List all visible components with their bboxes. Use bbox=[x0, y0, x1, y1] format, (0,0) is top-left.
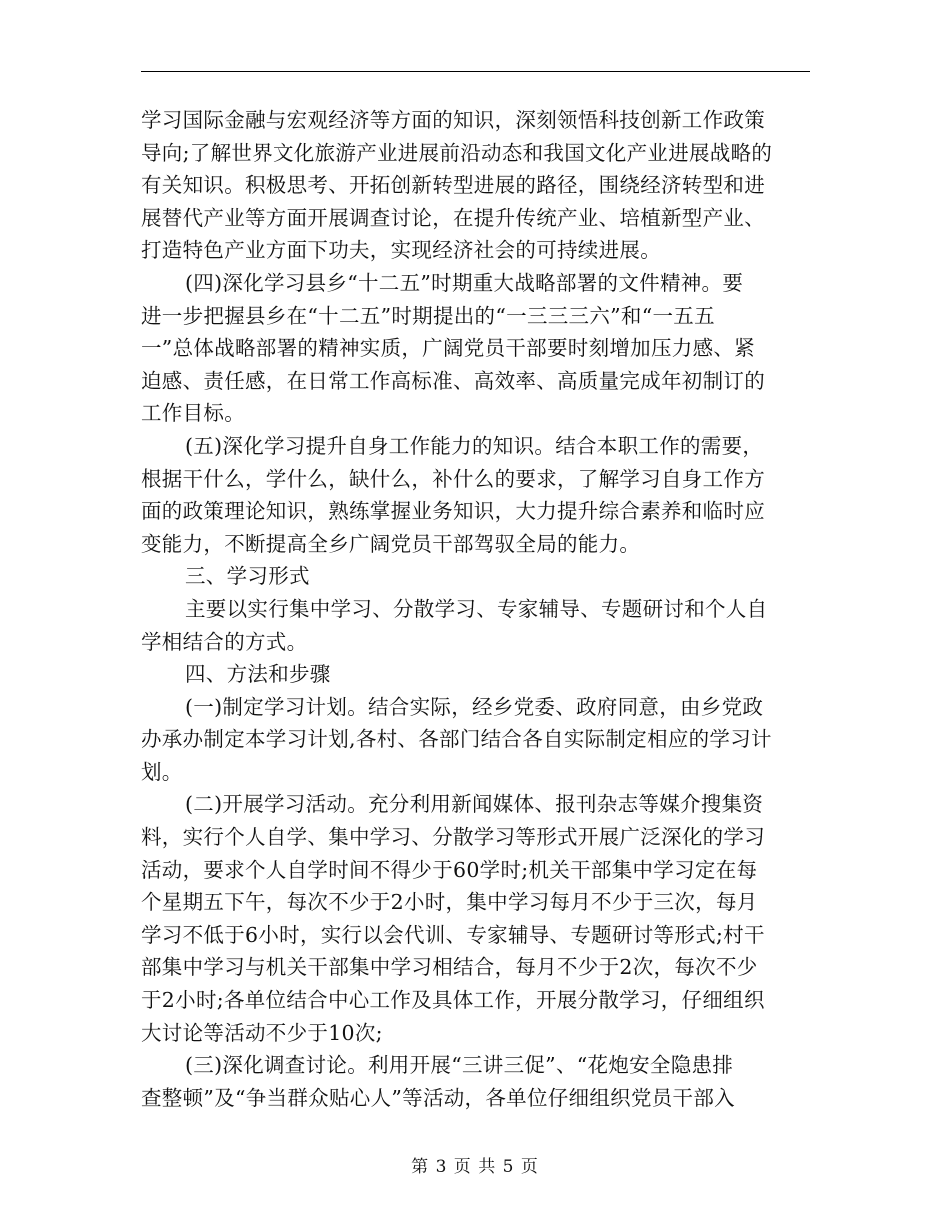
text-line: 办承办制定本学习计划,各村、各部门结合各自实际制定相应的学习计 bbox=[141, 727, 772, 752]
text-line: 根据干什么，学什么，缺什么，补什么的要求，了解学习自身工作方 bbox=[141, 466, 765, 491]
text-line: 查整顿”及“争当群众贴心人”等活动，各单位仔细组织党员干部入 bbox=[141, 1085, 735, 1110]
text-line: 主要以实行集中学习、分散学习、专家辅导、专题研讨和个人自 bbox=[185, 596, 768, 621]
text-line: 变能力，不断提高全乡广阔党员干部驾驭全局的能力。 bbox=[141, 531, 641, 556]
header-rule bbox=[141, 71, 810, 72]
text-line: (三)深化调查讨论。利用开展“三讲三促”、“花炮安全隐患排 bbox=[185, 1053, 734, 1078]
text-line: 学相结合的方式。 bbox=[141, 629, 308, 654]
text-line: 大讨论等活动不少于10次; bbox=[141, 1020, 383, 1045]
text-line: 进一步把握县乡在“十二五”时期提出的“一三三三六”和“一五五 bbox=[141, 303, 715, 328]
text-line: (二)开展学习活动。充分利用新闻媒体、报刊杂志等媒介搜集资 bbox=[185, 792, 764, 817]
text-line: 学习不低于6小时，实行以会代训、专家辅导、专题研讨等形式;村干 bbox=[141, 922, 765, 947]
text-line: 部集中学习与机关干部集中学习相结合，每月不少于2次，每次不少 bbox=[141, 955, 758, 980]
text-line: 三、学习形式 bbox=[185, 564, 310, 589]
text-line: 学习国际金融与宏观经济等方面的知识，深刻领悟科技创新工作政策 bbox=[141, 108, 765, 132]
text-line: (四)深化学习县乡“十二五”时期重大战略部署的文件精神。要 bbox=[185, 270, 744, 295]
text-line: 四、方法和步骤 bbox=[185, 662, 331, 687]
text-line: (一)制定学习计划。结合实际，经乡党委、政府同意，由乡党政 bbox=[185, 694, 764, 719]
text-line: 迫感、责任感，在日常工作高标准、高效率、高质量完成年初制订的 bbox=[141, 368, 765, 393]
text-line: 一”总体战略部署的精神实质，广阔党员干部要时刻增加压力感、紧 bbox=[141, 336, 755, 361]
text-line: 导向;了解世界文化旅游产业进展前沿动态和我国文化产业进展战略的 bbox=[141, 140, 773, 165]
text-line: 划。 bbox=[141, 759, 183, 784]
text-line: 于2小时;各单位结合中心工作及具体工作，开展分散学习，仔细组织 bbox=[141, 988, 765, 1013]
text-line: 活动，要求个人自学时间不得少于60学时;机关干部集中学习定在每 bbox=[141, 857, 758, 882]
text-line: 料，实行个人自学、集中学习、分散学习等形式开展广泛深化的学习 bbox=[141, 825, 765, 850]
page-number: 第 3 页 共 5 页 bbox=[411, 1157, 539, 1177]
text-line: 展替代产业等方面开展调查讨论，在提升传统产业、培植新型产业、 bbox=[141, 205, 765, 230]
document-body bbox=[141, 104, 813, 1114]
text-line: (五)深化学习提升自身工作能力的知识。结合本职工作的需要， bbox=[185, 433, 764, 458]
text-line: 打造特色产业方面下功夫，实现经济社会的可持续进展。 bbox=[141, 238, 661, 263]
text-line: 工作目标。 bbox=[141, 401, 245, 426]
text-line: 面的政策理论知识，熟练掌握业务知识，大力提升综合素养和临时应 bbox=[141, 499, 765, 524]
text-line: 有关知识。积极思考、开拓创新转型进展的路径，围绕经济转型和进 bbox=[141, 173, 765, 198]
text-line: 个星期五下午，每次不少于2小时，集中学习每月不少于三次，每月 bbox=[141, 890, 758, 915]
